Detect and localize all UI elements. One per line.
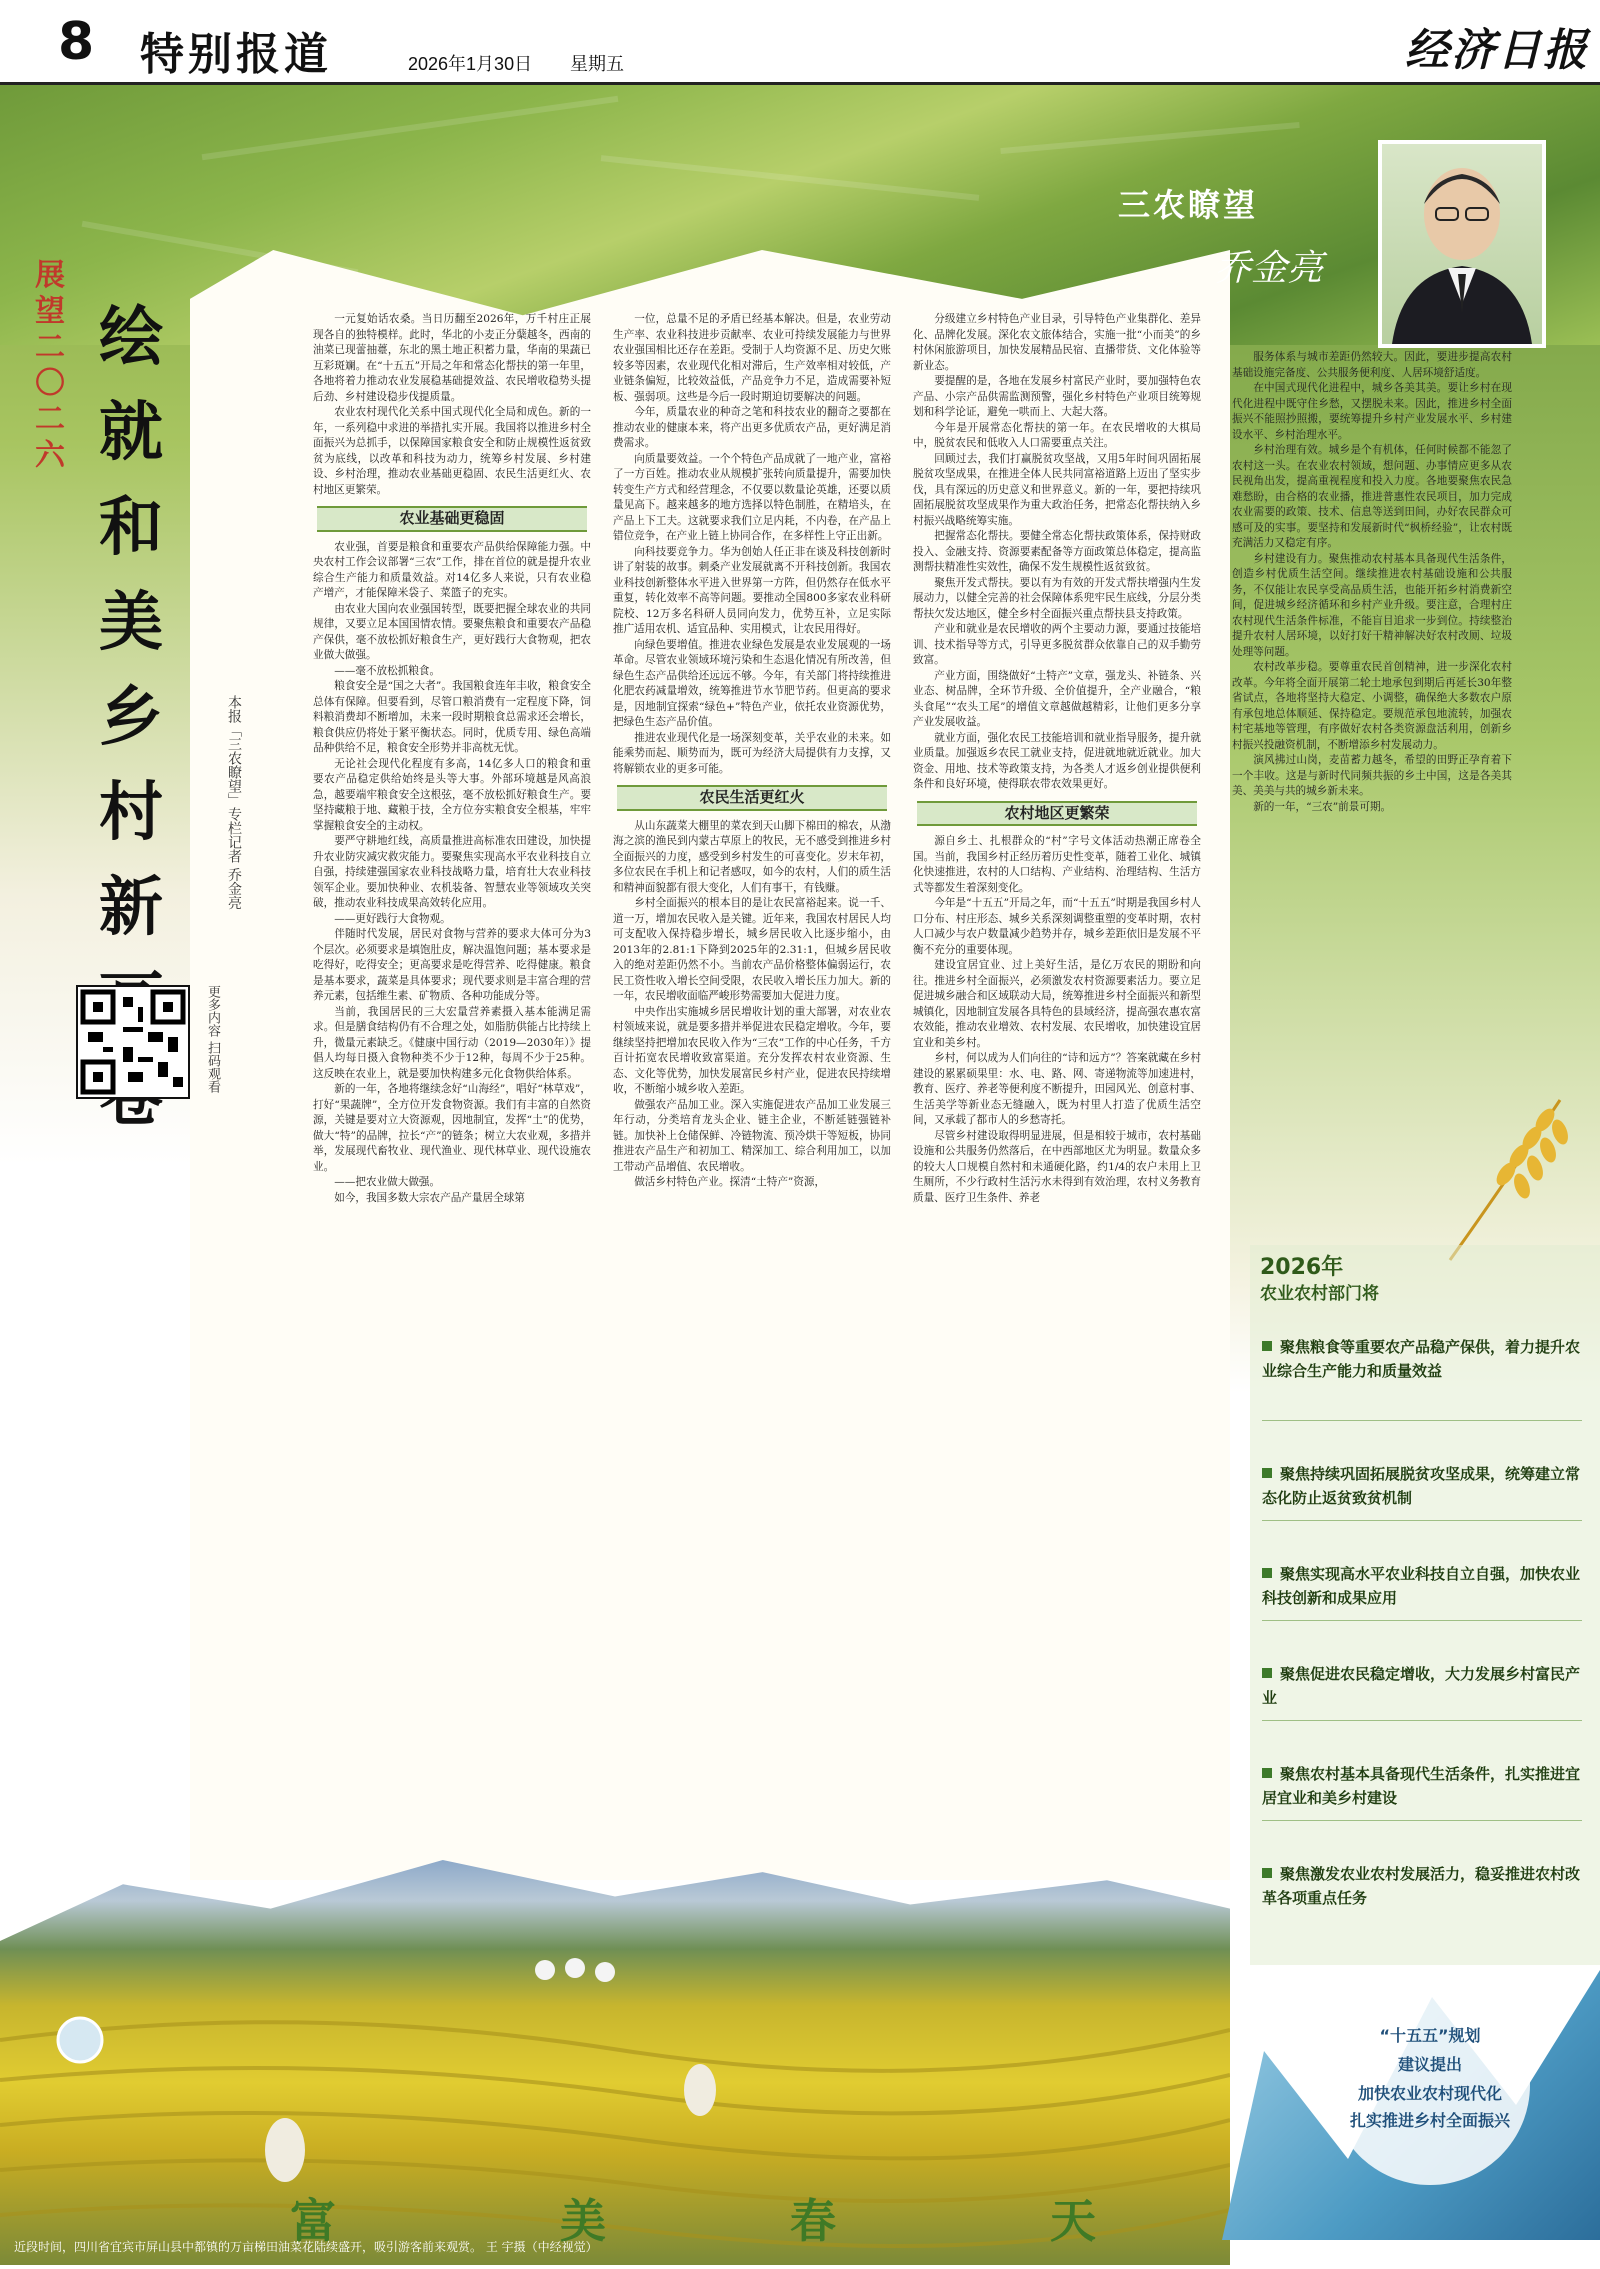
bullet-icon xyxy=(1262,1341,1272,1351)
article-column-1 xyxy=(313,312,591,1857)
paragraph: 做强农产品加工业。深入实施促进农产品加工业发展三年行动，分类培育龙头企业、链主企业，不断延链强链补链。加快补上仓储保鲜、冷链物流、预冷烘干等短板，协同推进农产品生产和初加工、精深加工、综合利用加工，以加工带动产品增值、农民增收。 xyxy=(613,1098,891,1173)
paragraph: 无论社会现代化程度有多高，14亿多人口的粮食和重要农产品稳定供给始终是头等大事。外部环境越是风高浪急，越要端牢粮食安全这根弦，毫不放松抓好粮食生产。要坚持藏粮于地、藏粮于技，全方位夯实粮食安全根基，牢牢掌握粮食安全的主动权。 xyxy=(313,757,591,832)
paragraph: 由农业大国向农业强国转型，既要把握全球农业的共同规律，又要立足本国国情农情。要聚焦粮食和重要农产品稳产保供，毫不放松抓好粮食生产，更好践行大食物观，把农业做大做强。 xyxy=(313,602,591,661)
paragraph: 聚焦开发式帮扶。要以有为有效的开发式帮扶增强内生发展动力，以健全完善的社会保障体系兜牢民生底线，分层分类帮扶欠发达地区，健全乡村全面振兴重点帮扶县支持政策。 xyxy=(913,576,1201,620)
paragraph: ——毫不放松抓粮食。 xyxy=(334,664,441,677)
bullet-icon xyxy=(1262,1668,1272,1678)
title-char: 村 xyxy=(99,775,163,850)
kicker-vertical xyxy=(30,258,70,474)
paragraph: 源自乡土、扎根群众的“村”字号文体活动热潮正席卷全国。当前，我国乡村正经历着历史性变革，随着工业化、城镇化快速推进，农村的人口结构、产业结构、治理结构、生活方式等都发生着深刻变化。 xyxy=(913,835,1201,894)
sidebar-item-text: 聚焦促进农民稳定增收，大力发展乡村富民产业 xyxy=(1262,1665,1581,1707)
paragraph: 伴随时代发展，居民对食物与营养的要求大体可分为3个层次。必须要求是填饱肚皮，解决温饱问题；基本要求是吃得好，吃得安全；更高要求是吃得营养、吃得健康。粮食是基本要求，蔬菜是具体要求；现代要求则是丰富合理的营养元素，包括维生素、矿物质、各种功能成分等。 xyxy=(313,928,591,1002)
paragraph: 就业方面，强化农民工技能培训和就业指导服务，提升就业质量。加强返乡农民工就业支持，促进就地就近就业。加大资金、用地、技术等政策支持，为各类人才返乡创业提供便利条件和良好环境，使得联农带农效果更好。 xyxy=(913,731,1201,790)
sidebar-item-text: 聚焦实现高水平农业科技自立自强，加快农业科技创新和成果应用 xyxy=(1262,1565,1581,1607)
article-column-2 xyxy=(613,312,891,1857)
slogan-char: 春 xyxy=(790,2194,836,2248)
paragraph: 尽管乡村建设取得明显进展，但是相较于城市，农村基础设施和公共服务仍然落后，在中西部地区尤为明显。数量众多的较大人口规模自然村和未通硬化路，约1/4的农户未用上卫生厕所，不少行政村生活污水未得到有效治理，农村义务教育质量、医疗卫生条件、养老 xyxy=(913,1129,1201,1204)
article-column-3 xyxy=(913,312,1201,1857)
slogan-char: 美 xyxy=(560,2194,606,2248)
paragraph: 农业强，首要是粮食和重要农产品供给保障能力强。中央农村工作会议部署“三农”工作，排在首位的就是提升农业综合生产能力和质量效益。对14亿多人来说，只有农业稳产增产，才能保障米袋子、菜篮子的充实。 xyxy=(313,540,591,599)
qr-code-icon xyxy=(78,987,188,1097)
terrace-photo-illustration xyxy=(0,1860,1230,2265)
paragraph: 把握常态化帮扶。要健全常态化帮扶政策体系，保持财政投入、金融支持、资源要素配备等方面政策总体稳定，提高监测帮扶精准性实效性，确保不发生规模性返贫致贫。 xyxy=(913,530,1201,573)
subheading-agriculture: 农业基础更稳固 xyxy=(317,506,587,532)
paragraph: 服务体系与城市差距仍然较大。因此，要进步提高农村基础设施完备度、公共服务便利度、人居环境舒适度。 xyxy=(1232,351,1512,379)
person-portrait-icon xyxy=(1382,144,1542,344)
subheading-rural: 农村地区更繁荣 xyxy=(917,801,1197,827)
paragraph: ——把农业做大做强。 xyxy=(334,1176,441,1188)
bullet-icon xyxy=(1262,1468,1272,1478)
bullet-icon xyxy=(1262,1568,1272,1578)
paragraph: 乡村治理有效。城乡是个有机体，任何时候都不能忽了农村这一头。在农业农村领域，想问题、办事情应更多从农民视角出发，提高重视程度和投入力度。各地要聚焦农民急难愁盼，由合格的农业播，推进普惠性农民项目，加力完成农业需要的政策、技术、信息等送到田间，办好农民群众可感可及的实事。要坚持和发展新时代“枫桥经验”，让农村既充满活力又稳定有序。 xyxy=(1232,444,1512,549)
title-char: 乡 xyxy=(99,680,163,755)
page-number: 8 xyxy=(58,12,95,72)
sidebar-subtitle: 农业农村部门将 xyxy=(1260,1284,1379,1304)
rapeseed-terrace-photo xyxy=(0,1860,1230,2265)
paragraph: 当前，我国居民的三大宏量营养素摄入基本能满足需求。但是膳食结构仍有不合理之处，如脂肪供能占比持续上升，微量元素缺乏。《健康中国行动（2019—2030年）》提倡人均每日摄入食物种类不少于12种，每周不少于25种。这反映在农业上，就是要加快构建多元化食物供给体系。 xyxy=(313,1005,591,1080)
paragraph: 新的一年，各地将继续念好“山海经”，唱好“林草戏”，打好“果蔬牌”，全方位开发食物资源。我们有丰富的自然资源，关键是要对立大资源观，因地制宜，发挥“土”的优势，做大“特”的品牌，拉长“产”的链条；树立大农业观，多措并举，发展现代畜牧业、现代渔业、现代林草业、现代设施农业。 xyxy=(313,1083,591,1173)
paragraph: 中央作出实施城乡居民增收计划的重大部署，对农业农村领域来说，就是要多措并举促进农民稳定增收。今年，要继续坚持把增加农民收入作为“三农”工作的中心任务，千方百计拓宽农民增收致富渠道。充分发挥农村农业资源、生态、文化等优势，加快发展富民乡村产业，促进农民持续增收，不断缩小城乡收入差距。 xyxy=(613,1005,891,1095)
newspaper-logo: 经济日报 xyxy=(1405,25,1589,76)
paragraph: 粮食安全是“国之大者”。我国粮食连年丰收，粮食安全总体有保障。但要看到，尽管口粮消费有一定程度下降，饲料粮消费却不断增加，未来一段时期粮食总需求还会增长，粮食供应仍将处于紧平衡状态。同时，优质专用、绿色高端品种供给不足，粮食安全形势并非高枕无忧。 xyxy=(313,680,591,754)
bullet-icon xyxy=(1262,1768,1272,1778)
sidebar-item xyxy=(1262,1335,1582,1383)
paragraph: 乡村，何以成为人们向往的“诗和远方”？答案就藏在乡村建设的累累硕果里：水、电、路、网、寄递物流等加速进村，教育、医疗、养老等便利度不断提升，田园风光、创意村事、生活美学等新业态无缝融入，既为村里人打造了优质生活空间，又承载了都市人的乡愁寄托。 xyxy=(913,1052,1201,1126)
kicker-char: 二 xyxy=(35,330,65,365)
sidebar-year: 2026年 xyxy=(1260,1255,1344,1280)
column-badge: 三农瞭望 xyxy=(1118,186,1259,224)
paragraph: 新的一年，“三农”前景可期。 xyxy=(1253,800,1392,813)
paragraph: 一位，总量不足的矛盾已经基本解决。但是，农业劳动生产率、农业科技进步贡献率、农业可持续发展能力与世界农业强国相比还存在差距。受制于人均资源不足、历史欠账较多等因素，农业现代化相对滞后，生产效率相对较低，产业链条偏短，比较效益低，产品竞争力不足，造成需要补短板、强弱项。这些是今后一段时期迫切要解决的问题。 xyxy=(613,313,891,403)
badge-line: 扎实推进乡村全面振兴 xyxy=(1349,2111,1510,2130)
badge-line: 建议提出 xyxy=(1397,2055,1462,2074)
sidebar-item xyxy=(1262,1662,1582,1710)
title-char: 和 xyxy=(99,490,163,565)
issue-date: 2026年1月30日 xyxy=(408,54,533,74)
sidebar-item-text: 聚焦农村基本具备现代生活条件，扎实推进宜居宜业和美乡村建设 xyxy=(1262,1765,1581,1807)
divider xyxy=(1262,1520,1582,1521)
sidebar-item xyxy=(1262,1762,1582,1810)
divider xyxy=(1262,1720,1582,1721)
sidebar-item-text: 聚焦粮食等重要农产品稳产保供，着力提升农业综合生产能力和质量效益 xyxy=(1262,1338,1581,1380)
issue-weekday: 星期五 xyxy=(570,54,624,74)
paragraph: 向质量要效益。一个个特色产品成就了一地产业，富裕了一方百姓。推动农业从规模扩张转向质量提升，需要加快转变生产方式和经营理念，不仅要以数量论英雄，还要以质量见高下。越来越多的地方选择以特色制胜，在精培头，在产品上下工夫。这就要求我们立足内耗，不内卷，在产品上错位竞争，在产业上链上协同合作，在多样性上守正出新。 xyxy=(613,452,891,542)
kicker-char: 展 xyxy=(35,258,65,293)
paragraph: 从山东蔬菜大棚里的菜农到天山脚下棉田的棉农，从渤海之滨的渔民到内蒙古草原上的牧民，无不感受到推进乡村全面振兴的力度，感受到乡村发生的可喜变化。岁末年初，多位农民在手机上和记者感叹，如今的农村，人们的质生活和精神面貌都有很大变化，人们有事干，有钱赚。 xyxy=(613,819,891,894)
slogan-char: 富 xyxy=(290,2194,336,2248)
editor-credits: 本版编辑 刘辛未 郭 冰 美 编 吴 迪 xyxy=(1232,2242,1550,2257)
sidebar-item xyxy=(1262,1462,1582,1510)
kicker-char: 六 xyxy=(35,438,65,473)
badge-line: 加快农业农村现代化 xyxy=(1357,2084,1502,2103)
paragraph: 回顾过去，我们打赢脱贫攻坚战，又用5年时间巩固拓展脱贫攻坚成果，在推进全体人民共同富裕道路上迈出了坚实步伐，具有深远的历史意义和世界意义。新的一年，要把持续巩固拓展脱贫攻坚成果作为重大政治任务，把常态化帮扶纳入乡村振兴战略统筹实施。 xyxy=(913,452,1201,527)
paragraph: 做活乡村特色产业。探清“土特产”资源， xyxy=(634,1176,826,1188)
title-char: 绘 xyxy=(99,300,163,375)
paragraph: ——更好践行大食物观。 xyxy=(334,912,451,925)
kicker-char: 〇 xyxy=(35,366,65,401)
plan-badge xyxy=(1330,1985,1530,2185)
paragraph: 演风拂过山岗，麦苗蓄力越冬，希望的田野正孕育着下一个丰收。这是与新时代同频共振的乡土中国，这是各美其美、美美与共的城乡新未来。 xyxy=(1232,754,1512,797)
paragraph: 推进农业现代化是一场深刻变革，关乎农业的未来。如能乘势而起、顺势而为，既可为经济大局提供有力支撑，又将解锁农业的更多可能。 xyxy=(613,731,891,775)
title-char: 就 xyxy=(99,395,163,470)
paragraph: 今年是“十五五”开局之年，而“十五五”时期是我国乡村人口分布、村庄形态、城乡关系深刻调整重塑的变革时期，农村人口减少与农户数量减少趋势并存，城乡差距依旧是发展不平衡不充分的重要体现。 xyxy=(913,897,1201,956)
paragraph: 农业农村现代化关系中国式现代化全局和成色。新的一年，一系列稳中求进的举措扎实开展。我国将以推进乡村全面振兴为总抓手，以保障国家粮食安全和防止规模性返贫致贫为底线，以改革和科技为动力，统筹乡村发展、乡村建设、乡村治理，推动农业基础更稳固、农民生活更红火、农村地区更繁荣。 xyxy=(313,406,591,496)
photo-caption: 近段时间，四川省宜宾市屏山县中都镇的万亩梯田油菜花陆续盛开，吸引游客前来观赏。 王 宇摄（中经视觉） xyxy=(14,2240,598,2254)
paragraph: 一元复始话农桑。当日历翻至2026年，万千村庄正展现各自的独特模样。此时，华北的小麦正分蘖越冬，西南的油菜已现蕾抽薹，东北的黑土地正积蓄力量，华南的果蔬已互彩斑斓。在“十五五”开局之年和常态化帮扶的第一年里，各地将着力推动农业发展稳基础提效益、农民增收稳势头提后劲、乡村建设稳步伐提质量。 xyxy=(313,313,591,403)
columnist-signature: 乔金亮 xyxy=(1215,248,1324,289)
paragraph: 产业和就业是农民增收的两个主要动力源，要通过技能培训、技术指导等方式，引导更多脱贫群众依靠自己的双手勤劳致富。 xyxy=(913,623,1201,666)
paragraph: 乡村建设有力。聚焦推动农村基本具备现代生活条件，创造乡村优质生活空间。继续推进农村基础设施和公共服务，不仅能让农民享受高品质生活，也能开拓乡村消费新空间，促进城乡经济循环和乡村产业升级。要注意，合理村庄农村现代生活条件标准，不能盲目追求一步到位。持续整治提升农村人居环境，以好打好干精神解决好农村改厕、垃圾处理等问题。 xyxy=(1232,552,1512,658)
paragraph: 向绿色要增值。推进农业绿色发展是农业发展观的一场革命。尽管农业领域环境污染和生态退化情况有所改善，但绿色生态产品供给还远远不够。今年，有关部门将持续推进化肥农药减量增效，统筹推进节水节肥节药。但更高的要求是，因地制宜探索“绿色+”特色产业，依托农业资源优势，把绿色生态产品价值。 xyxy=(613,638,891,728)
sidebar-title xyxy=(1260,1255,1460,1307)
divider xyxy=(1262,1620,1582,1621)
paragraph: 向科技要竞争力。华为创始人任正非在谈及科技创新时讲了射装的故事。刺桑产业发展就离不开科技创新。我国农业科技创新整体水平进入世界第一方阵，但仍然存在低水平重复，转化效率不高等问题。要推动全国800多家农业科研院校、12万多名科研人员同向发力，优势互补，立足实际推广适用农机、适宜品种、实用模式，让农民用得好。 xyxy=(613,545,891,635)
title-char: 美 xyxy=(99,585,163,660)
paragraph: 农村改革步稳。要尊重农民首创精神，进一步深化农村改革。今年将全面开展第二轮土地承包到期后再延长30年整省试点，各地将坚持大稳定、小调整，确保绝大多数农户原有承包地总体顺延、保持稳定。要规范承包地流转，加强农村宅基地等管理，有序做好农村各类资源盘活利用，创新乡村振兴投融资机制，不断增添乡村发展动力。 xyxy=(1232,661,1512,751)
kicker-char: 二 xyxy=(35,402,65,437)
slogan-char: 天 xyxy=(1050,2194,1096,2248)
paragraph: 今年是开展常态化帮扶的第一年。在农民增收的大棋局中，脱贫农民和低收入人口需要重点关注。 xyxy=(913,421,1201,449)
section-name: 特别报道 xyxy=(140,29,332,80)
paragraph: 要提醒的是，各地在发展乡村富民产业时，要加强特色农产品、小宗产品供需监测预警，强化乡村特色产业项目统筹规划和科学论证，避免一哄而上、大起大落。 xyxy=(913,375,1201,418)
subheading-farmers: 农民生活更红火 xyxy=(617,785,887,811)
divider xyxy=(1262,1420,1582,1421)
sidebar-item xyxy=(1262,1562,1582,1610)
sidebar-item-text: 聚焦激发农业农村发展活力，稳妥推进农村改革各项重点任务 xyxy=(1262,1865,1581,1907)
article-byline: 本报「三农瞭望」专栏记者 乔金亮 xyxy=(226,695,242,910)
paragraph: 如今，我国多数大宗农产品产量居全球第 xyxy=(334,1191,525,1204)
qr-caption: 更多内容 扫码观看 xyxy=(205,985,220,1094)
paragraph: 在中国式现代化进程中，城乡各美其美。要让乡村在现代化进程中既守住乡愁，又摆脱未来。因此，推进乡村全面振兴不能照抄照搬，要统筹提升乡村产业发展水平、乡村建设水平、乡村治理水平。 xyxy=(1232,382,1512,441)
columnist-portrait xyxy=(1378,140,1546,348)
title-char: 新 xyxy=(99,870,163,945)
badge-line: “十五五”规划 xyxy=(1379,2026,1481,2045)
divider xyxy=(1262,1820,1582,1821)
paragraph: 分级建立乡村特色产业目录，引导特色产业集群化、差异化、品牌化发展。深化农文旅体结合，实施一批“小而美”的乡村休闲旅游项目，加快发展精品民宿、直播带货、文化体验等新业态。 xyxy=(913,313,1201,372)
bullet-icon xyxy=(1262,1868,1272,1878)
paragraph: 今年，质量农业的种奇之笔和科技农业的翻奇之要都在推动农业的健康本来，将产出更多优质农产品，更好满足消费需求。 xyxy=(613,406,891,449)
paragraph: 建设宜居宜业、过上美好生活，是亿万农民的期盼和向往。推进乡村全面振兴，必须激发农村资源要素活力。要立足促进城乡融合和区域联动大局，统筹推进乡村全面振兴和新型城镇化，因地制宜发展各具特色的县域经济，提高强农惠农富农效能，推动农业增效、农村发展、农民增收，加快建设宜居宜业和美乡村。 xyxy=(913,959,1201,1049)
paragraph: 产业方面，围绕做好“土特产”文章，强龙头、补链条、兴业态、树品牌，全环节升级、全价值提升，全产业融合，“粮头食尾”“农头工尾”的增值文章越做越精彩，让他们更多分享产业发展收益。 xyxy=(913,669,1201,728)
paragraph: 乡村全面振兴的根本目的是让农民富裕起来。说一千、道一万，增加农民收入是关键。近年来，我国农村居民人均可支配收入保持稳步增长，城乡居民收入比逐步缩小，由2013年的2.81:1下降到2025年的2.31:1，但城乡居民收入的绝对差距仍然不小。当前农产品价格整体偏弱运行，农民工资性收入增长空间受限，农民收入增长压力加大。新的一年，农民增收面临严峻形势需要加大促进力度。 xyxy=(613,897,891,1002)
wheat-icon xyxy=(1420,1080,1580,1270)
paragraph: 要严守耕地红线，高质量推进高标准农田建设，加快提升农业防灾减灾救灾能力。要聚焦实现高水平农业科技自立自强，持续建强国家农业科技战略力量，培育壮大农业科技领军企业。要加快种业、农机装备、智慧农业等领域攻关突破，推动农业科技成果高效转化应用。 xyxy=(313,835,591,909)
qr-code[interactable] xyxy=(76,985,190,1099)
sidebar-item-text: 聚焦持续巩固拓展脱贫攻坚成果，统筹建立常态化防止返贫致贫机制 xyxy=(1262,1465,1581,1507)
sidebar-item xyxy=(1262,1862,1582,1910)
kicker-char: 望 xyxy=(35,294,65,329)
